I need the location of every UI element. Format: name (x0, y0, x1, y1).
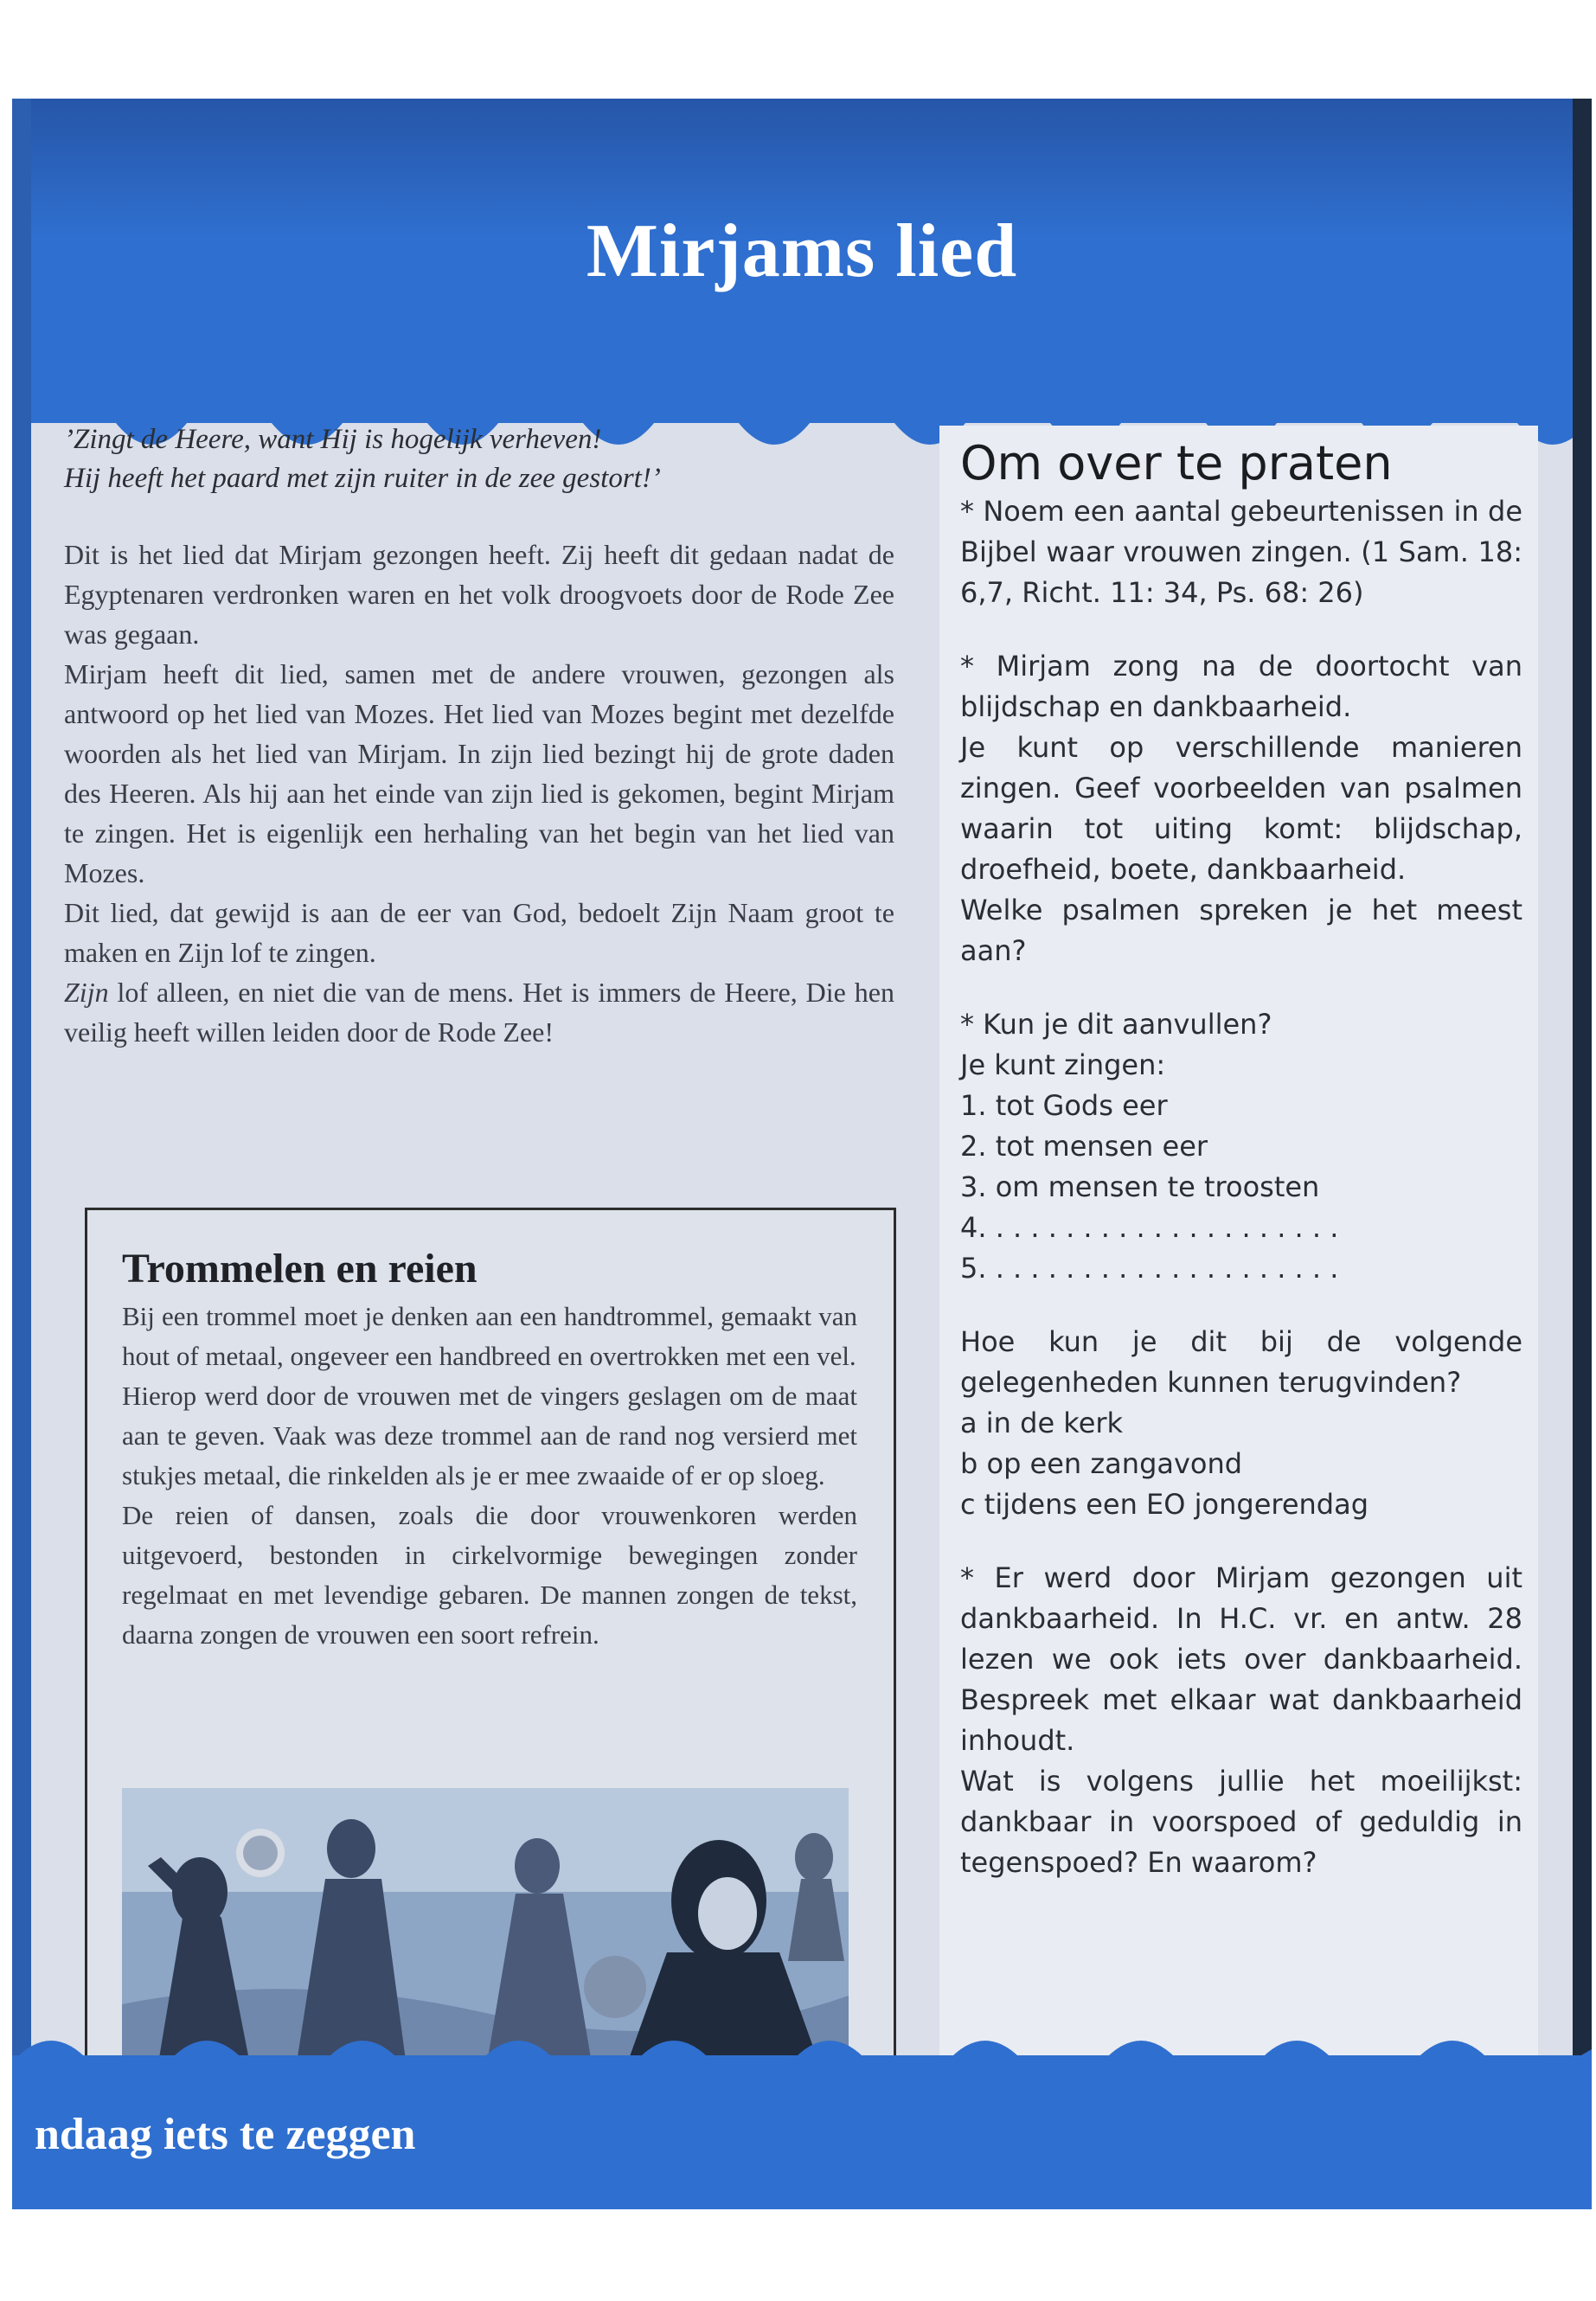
footer-text: ndaag iets te zeggen (35, 2110, 416, 2159)
emphasis: Zijn (64, 977, 109, 1008)
discussion-title: Om over te praten (960, 436, 1393, 490)
quote-line: ’Zingt de Heere, want Hij is hogelijk verheven! (64, 424, 602, 455)
list-item: 4. . . . . . . . . . . . . . . . . . . . . (960, 1211, 1339, 1244)
paragraph: Dit is het lied dat Mirjam gezongen heeft. Zij heeft dit gedaan nadat de Egyptenaren verdronken waren en het volk droogvoets door de Rode Zee was gegaan. (64, 539, 894, 650)
paragraph: Dit lied, dat gewijd is aan de eer van God, bedoelt Zijn Naam groot te maken en Zijn lof te zingen. (64, 897, 894, 968)
question: Hoe kun je dit bij de volgende gelegenheden kunnen terugvinden? (960, 1325, 1522, 1399)
book-edge (1573, 99, 1592, 2209)
opening-quote (64, 420, 894, 498)
list-item: a in de kerk (960, 1407, 1124, 1439)
paragraph: Bij een trommel moet je denken aan een handtrommel, gemaakt van hout of metaal, ongeveer een handbreed en overtrokken met een vel. (122, 1301, 857, 1371)
question: * Er werd door Mirjam gezongen uit dankbaarheid. In H.C. vr. en antw. 28 lezen we ook iets over dankbaarheid. Bespreek met elkaar wat dankbaarheid inhoudt. (960, 1561, 1522, 1757)
book-page (12, 99, 1592, 2209)
list-item: 3. om mensen te troosten (960, 1170, 1320, 1203)
list-item: c tijdens een EO jongerendag (960, 1488, 1369, 1521)
intro-column (64, 420, 894, 1052)
question-text: Wat is volgens jullie het moeilijkst: dankbaar in voorspoed of geduldig in tegenspoed? En waarom? (960, 1765, 1522, 1879)
box-title: Trommelen en reien (122, 1246, 478, 1292)
paragraph: Mirjam heeft dit lied, samen met de andere vrouwen, gezongen als antwoord op het lied van Mozes. Het lied van Mozes begint met dezelfde woorden als het lied van Mirjam. In zijn lied bezingt hij de grote daden des Heeren. Als hij aan het einde van zijn lied is gekomen, begint Mirjam te zingen. Het is eigenlijk een herhaling van het begin van het lied van Mozes. (64, 658, 894, 888)
list-item: 1. tot Gods eer (960, 1089, 1168, 1122)
discussion-panel (939, 426, 1538, 2065)
book-spine (12, 99, 31, 2209)
quote-line: Hij heeft het paard met zijn ruiter in de zee gestort!’ (64, 463, 661, 494)
box-text (122, 1297, 857, 1655)
paragraph: Hierop werd door de vrouwen met de vingers geslagen om de maat aan te geven. Vaak was deze trommel aan de rand nog versierd met stukjes metaal, die rinkelden als je er mee zwaaide of er op sloeg. (122, 1381, 857, 1490)
footer-wave (12, 2023, 1592, 2093)
list-item: 5. . . . . . . . . . . . . . . . . . . . . (960, 1252, 1339, 1285)
question-text: Je kunt op verschillende manieren zingen. Geef voorbeelden van psalmen waarin tot uiting komt: blijdschap, droefheid, boete, dankbaarheid. (960, 731, 1522, 886)
question: * Noem een aantal gebeurtenissen in de Bijbel waar vrouwen zingen. (1 Sam. 18: 6,7, Richt. 11: 34, Ps. 68: 26) (960, 495, 1522, 609)
list-item: b op een zangavond (960, 1447, 1243, 1480)
paragraph-rest: lof alleen, en niet die van de mens. Het is immers de Heere, Die hen veilig heeft willen leiden door de Rode Zee! (64, 977, 894, 1048)
question: * Mirjam zong na de doortocht van blijdschap en dankbaarheid. (960, 650, 1522, 723)
list-item: 2. tot mensen eer (960, 1130, 1208, 1163)
question-text: Welke psalmen spreken je het meest aan? (960, 894, 1522, 967)
paragraph: De reien of dansen, zoals die door vrouwenkoren werden uitgevoerd, bestonden in cirkelvormige bewegingen zonder regelmaat en met levendige gebaren. De mannen zongen de tekst, daarna zongen de vrouwen een soort refrein. (122, 1500, 857, 1650)
paragraph (64, 972, 894, 1052)
info-box (85, 1208, 896, 2086)
question: * Kun je dit aanvullen? (960, 1008, 1272, 1041)
question-text: Je kunt zingen: (960, 1048, 1166, 1081)
intro-text (64, 535, 894, 1052)
page-title: Mirjams lied (586, 209, 1018, 293)
